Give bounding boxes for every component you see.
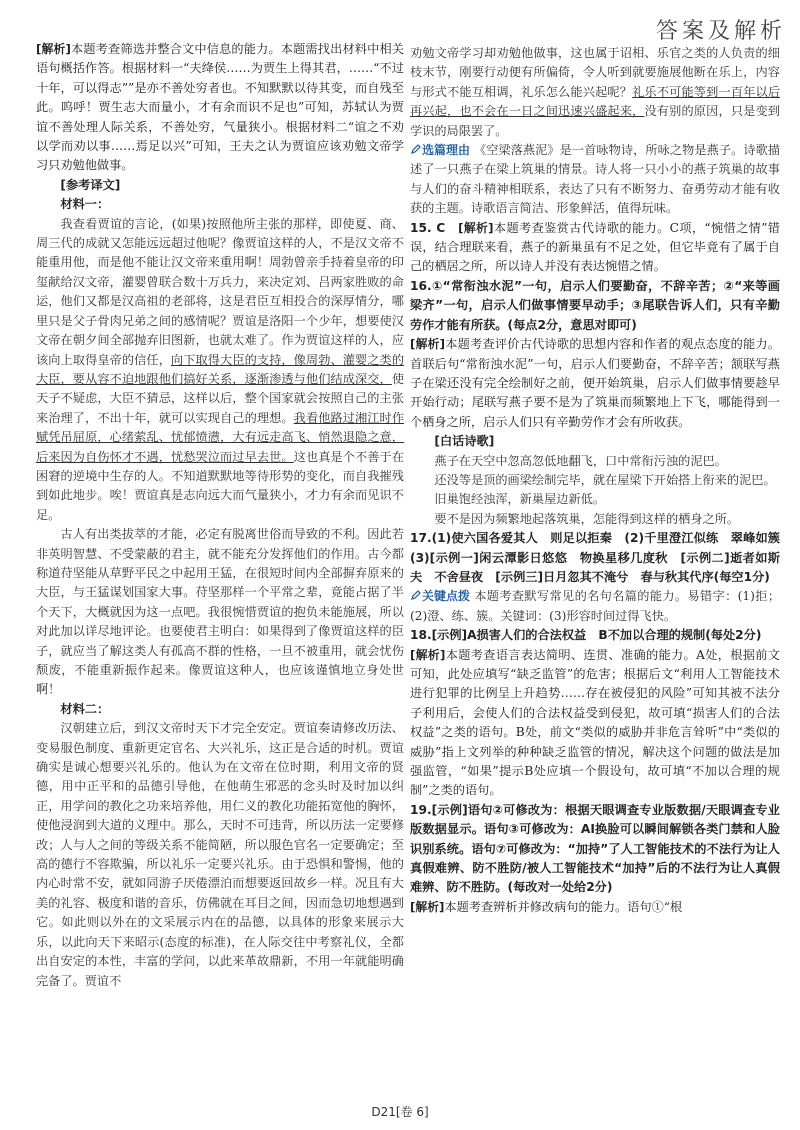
selection-reason-text: 《空梁落燕泥》是一首咏物诗，所咏之物是燕子。诗歌描述了一只燕子在梁上筑巢的情景。诗人将一只小小的燕子筑巢的故事与人们的奋斗精神相联系，表达了只有不断努力、奋勇劳动才能有收获的主题。诗歌语言简洁、形象鲜活，值得玩味。 bbox=[410, 143, 781, 216]
right-column bbox=[410, 44, 793, 917]
material-two-title: 材料二： bbox=[60, 701, 110, 716]
q16-analysis bbox=[410, 335, 780, 432]
m1-text-a: 我查看贾谊的言论，(如果)按照他所主张的那样，即使夏、商、周三代的成就又怎能远远超过他呢？像贾谊这样的人，不是汉文帝不能重用他，而是他不能让汉文帝来重用啊！周勃曾亲手持着皇帝的印玺献给汉文帝，灌婴曾联合数十万兵力，来决定刘、吕两家胜败的命运，他们又都是汉高祖的老部将，这是君臣互相投合的深厚情分，哪里只是父子骨肉兄弟之间的感情呢？贾谊是洛阳一个少年，想要使汉文帝在朝夕间全部抛弃旧图新，也就太难了。作为贾谊这样的人，应该向上取得皇帝的信任， bbox=[36, 216, 404, 367]
vernacular-line-2: 还没等是顶的画梁绘制完毕，就在屋梁下开始搭上衔来的泥巴。 bbox=[434, 472, 776, 487]
analysis-paragraph bbox=[36, 40, 404, 176]
continuation-text: 劝勉文帝学习却劝勉他做事，这也属于诏相、乐官之类的人负责的细枝末节，刚要行动便有所偏倚，令人听到就要施展他断在乐上，内容与形式不能互相调，礼乐怎么能兴起呢？ bbox=[410, 46, 780, 99]
q19-analysis-tag: [解析] bbox=[410, 899, 445, 914]
m1-underlined-1: 向下取得大臣的支持，像周勃、灌婴之类的大臣，要从容不迫地跟他们搞好关系，逐渐渗透与他们结成深交， bbox=[36, 352, 405, 386]
q15-number: 15. C bbox=[410, 220, 446, 235]
q16-text: 本题考查评价古代诗歌的思想内容和作者的观点态度的能力。首联后句“常衔浊水泥”一句，启示人们要勤奋，不辞辛苦；颔联写燕子在梁还没有完全绘制好之前，便开始筑巢，启示人们做事情要趁早开始行动；尾联写燕子要不是为了筑巢而频繁地上下飞，哪能得到一个栖身之所，启示人们只有辛勤劳作才会有所收获。 bbox=[410, 337, 781, 429]
q17-answer: (1)使六国各爱其人 则足以拒秦 (2)千里澄江似练 翠峰如簇 (3)[示例一]闲云潭影日悠悠 物换星移几度秋 [示例二]逝者如斯夫 不舍昼夜 [示例三]日月忽其不淹兮 春与秋其代序(每空1分) bbox=[410, 531, 793, 584]
q16-number: 16. bbox=[410, 278, 432, 293]
q19-number: 19. bbox=[410, 802, 432, 817]
vernacular-poem-tag: [白话诗歌] bbox=[434, 434, 495, 449]
q17-key-label bbox=[410, 587, 470, 606]
material-two-paragraph-1: 汉朝建立后，到汉文帝时天下才完全安定。贾谊奏请修改历法、变易服色制度、重新更定官名、大兴礼乐，这正是合适的时机。贾谊确实是诚心想要兴礼乐的。他认为在文帝在位时期，利用文帝的贤德，用中正平和的品德引导他，在他萌生邪恶的念头时及时加以纠正，用学问的教化之功来培养他，用仁义的教化功能拓宽他的胸怀，使他浸润到大道的义理中。那么，天时不可违背，所以历法一定要修改；人与人之间的等级关系不能简陋，所以服色官名一定要确定；至高的德行不容欺骗，所以礼乐一定要兴礼乐。由于恐惧和警惕，他的内心时常不安，就如同游子厌倦漂泊而想要返回故乡一样。况且有大美的礼容、极度和谐的音乐，仿佛就在耳目之间，因而急切地想遇到它。如此则以外在的文采展示内在的品德，以具体的形象来展示大乐，以此向天下来昭示(态度的标准)，在人际交往中考察礼仪，全都出自安定的本性，丰富的学问，以此来革故鼎新，不用一年就能明确完备了。贾谊不 bbox=[36, 721, 404, 988]
reference-translation-tag: [参考译文] bbox=[60, 177, 121, 192]
vernacular-line-1: 燕子在天空中忽高忽低地翻飞，口中常衔污浊的泥巴。 bbox=[434, 453, 727, 468]
analysis-text: 本题考查筛选并整合文中信息的能力。本题需找出材料中相关语句概括作答。根据材料一“夫绛侯……为贾生上得其君，……“不过十年，可以得志””是亦不善处穷者也。不知默默以待其变，而自残至此。呜呼！贾生志大而量小，才有余而识不足也”可知，苏轼认为贾谊不善处理人际关系，不善处穷，气量狭小。根据材料二“谊之不劝以学而劝以事……焉足以兴”可知，王夫之认为贾谊应该劝勉文帝学习只劝勉他做事。 bbox=[36, 42, 404, 173]
vernacular-line-4: 要不是因为频繁地起落筑巢，怎能得到这样的栖身之所。 bbox=[434, 511, 740, 526]
q16-analysis-tag: [解析] bbox=[410, 337, 446, 352]
q18-analysis bbox=[410, 646, 780, 801]
continuation-underlined: 礼乐不可能等到一百年以后再兴起，也不会在一日之间迅速兴盛起来， bbox=[410, 84, 781, 119]
selection-reason bbox=[410, 141, 780, 219]
continuation-end: 没有别的原因，只是变到学识的局限罢了。 bbox=[410, 104, 781, 138]
q15-analysis-tag: [解析] bbox=[458, 220, 494, 235]
question-17 bbox=[410, 529, 793, 587]
q18-number: 18. bbox=[410, 628, 432, 643]
analysis-tag: [解析] bbox=[36, 42, 71, 56]
q18-answer: [示例]A损害人们的合法权益 B不加以合理的规制(每处2分) bbox=[431, 628, 762, 643]
m1-text-b: 使天子不疑虑，大臣不猜忌，这样以后，整个国家就会按照自己的主张来治理了，不出十年，就可以实现自己的理想。 bbox=[36, 371, 404, 425]
pen-icon bbox=[410, 589, 422, 601]
m1-underlined-2: 我看他路过湘江时作赋凭吊屈原，心绪萦乱、忧郁愤懑，大有远走高飞、悄然退隐之意，后来因为自伤怀才不遇，忧愁哭泣而过早去世。 bbox=[36, 410, 405, 464]
vernacular-line-3: 旧巢饱经浊浑，新巢屋边新低。 bbox=[434, 492, 606, 507]
material-one-title: 材料一： bbox=[60, 197, 110, 212]
q18-text: 本题考查语言表达简明、连贯、准确的能力。A处，根据前文可知，此处应填写“缺乏监管”的危害；根据后文“利用人工智能技术进行犯罪的比例呈上升趋势……存在被侵犯的风险”可知其被不法分子利用后，会使人们的合法权益受到侵犯，故可填“损害人们的合法权益”之类的语句。B处，前文“类似的威胁并非危言耸听”中“类似的威胁”指上文列举的种种缺乏监管的情况，解决这个问题的做法是加强监管，“如果”提示B处应填一个假设句，故可填“不加以合理的规制”之类的语句。 bbox=[410, 647, 780, 798]
selection-reason-label-text: 选篇理由 bbox=[422, 143, 471, 158]
q19-analysis bbox=[410, 898, 780, 917]
material-two-continuation bbox=[410, 44, 780, 141]
question-16 bbox=[410, 277, 780, 335]
question-15 bbox=[410, 219, 780, 277]
q17-key-point bbox=[410, 587, 780, 626]
m1-text-c: 这也真是个不善于在困窘的逆境中生存的人。不知道默默地等待形势的变化，而自我摧残到如此地步。唉！贾谊真是志向远大而气量狭小，才力有余而见识不足。 bbox=[36, 449, 405, 522]
page-header-title: 答案及解析 bbox=[655, 19, 786, 44]
material-one-paragraph-1 bbox=[36, 215, 404, 526]
q19-answer: [示例]语句②可修改为：根据天眼调查专业版数据/天眼调查专业版数据显示。语句③可修改为：AI换脸可以瞬间解锁各类门禁和人脸识别系统。语句⑦可修改为：“加持”了人工智能技术的不法行为让人真假难辨、防不胜防/被人工智能技术“加持”后的不法行为让人真假难辨、防不胜防。(每改对一处给2分) bbox=[410, 802, 780, 895]
q18-analysis-tag: [解析] bbox=[410, 647, 446, 662]
q17-key-label-text: 关键点拨 bbox=[422, 589, 471, 604]
q17-key-text: 本题考查默写常见的名句名篇的能力。易错字：(1)拒；(2)澄、练、簇。关键词：(3)形容时间过得飞快。 bbox=[410, 589, 781, 623]
material-one-paragraph-2: 古人有出类拔萃的才能，必定有脱离世俗而导致的不利。因此若非英明智慧、不受蒙蔽的君主，就不能充分发挥他们的作用。古今都称道苻坚能从草野平民之中起用王猛，在很短时间内全部摒弃原来的大臣，与王猛谋划国家大事。苻坚那样一个平常之辈，竟能占据了半个天下，大概就因为这一点吧。我很惋惜贾谊的抱负未能施展，所以对此加以详尽地评论。也要使君主明白：如果得到了像贾谊这样的臣子，就应当了解这类人有孤高不群的性格，一旦不被重用，就会忧伤颓废，不能重新振作起来。像贾谊这种人，也应该谨慎地立身处世啊！ bbox=[36, 527, 404, 697]
question-18 bbox=[410, 626, 780, 645]
page-footer: D21[卷 6] bbox=[371, 1105, 429, 1119]
question-19 bbox=[410, 801, 780, 898]
pen-icon bbox=[410, 143, 422, 155]
selection-reason-label bbox=[410, 141, 470, 160]
q19-text: 本题考查辨析并修改病句的能力。语句①“根 bbox=[444, 899, 683, 914]
q16-answer: ①“常衔浊水泥”一句，启示人们要勤奋，不辞辛苦；②“来等画梁齐”一句，启示人们做事情要早动手；③尾联告诉人们，只有辛勤劳作才能有所获。(每点2分，意思对即可) bbox=[410, 278, 780, 332]
q17-number: 17. bbox=[410, 531, 432, 546]
q15-text: 本题考查鉴赏古代诗歌的能力。C项，“惋惜之情”错误，结合理联来看，燕子的新巢虽有不足之处，但它毕竟有了属于自己的栖居之所，所以诗人并没有表达惋惜之情。 bbox=[410, 220, 780, 274]
left-column bbox=[36, 40, 404, 991]
